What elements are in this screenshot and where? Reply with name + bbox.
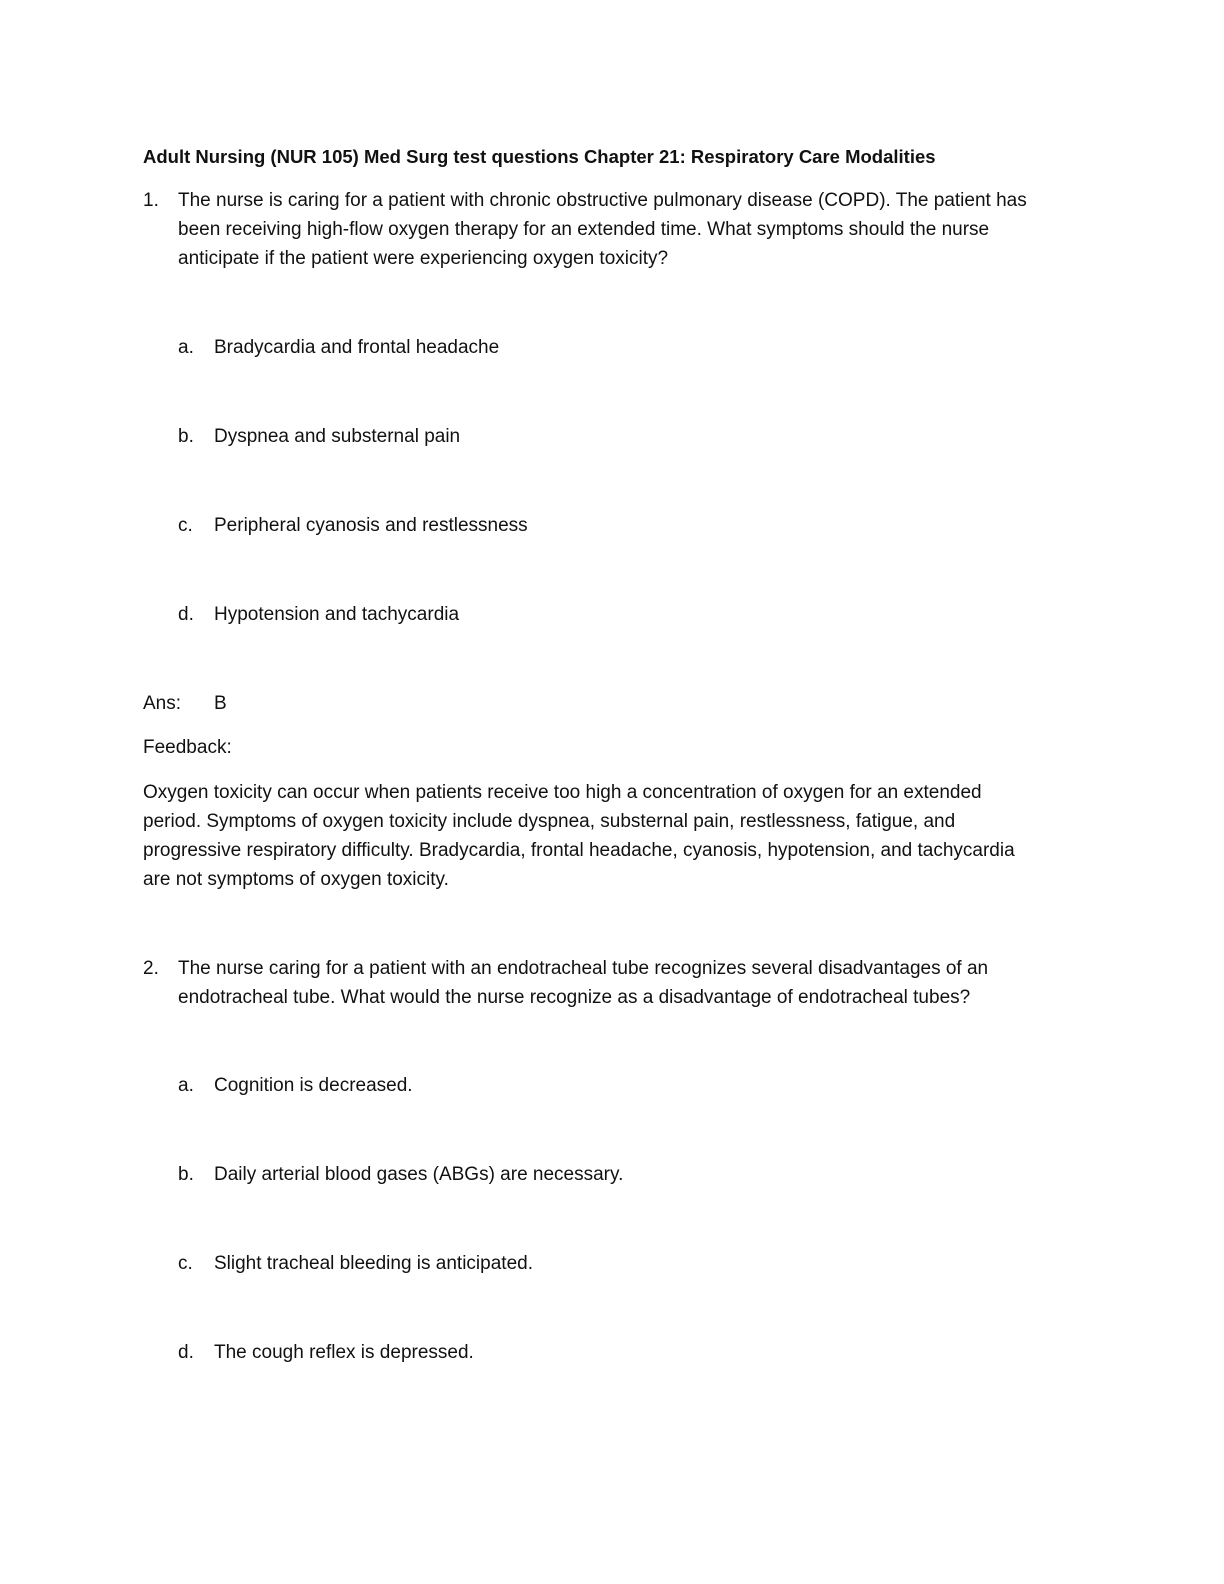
option-text: Hypotension and tachycardia [214, 604, 460, 625]
question-stem-line: The nurse caring for a patient with an endotracheal tube recognizes several disadvantages of an [178, 958, 989, 979]
option-letter: d. [178, 1342, 194, 1363]
feedback-line: period. Symptoms of oxygen toxicity include dyspnea, substernal pain, restlessness, fatigue, and [143, 811, 956, 832]
option-letter: c. [178, 515, 193, 536]
option-text: Peripheral cyanosis and restlessness [214, 515, 528, 536]
option-text: Dyspnea and substernal pain [214, 426, 461, 447]
option-text: The cough reflex is depressed. [214, 1342, 474, 1363]
option-letter: b. [178, 1164, 194, 1185]
answer-value: B [214, 693, 227, 714]
feedback-line: progressive respiratory difficulty. Bradycardia, frontal headache, cyanosis, hypotension, and tachycardia [143, 840, 1015, 861]
option-text: Daily arterial blood gases (ABGs) are necessary. [214, 1164, 624, 1185]
feedback-line: Oxygen toxicity can occur when patients receive too high a concentration of oxygen for an extended [143, 782, 982, 803]
option-text: Cognition is decreased. [214, 1075, 413, 1096]
question-number: 2. [143, 958, 159, 979]
question-stem-line: endotracheal tube. What would the nurse recognize as a disadvantage of endotracheal tubes? [178, 987, 971, 1008]
question-stem-line: been receiving high-flow oxygen therapy for an extended time. What symptoms should the nurse [178, 219, 990, 240]
option-letter: a. [178, 337, 194, 358]
feedback-line: are not symptoms of oxygen toxicity. [143, 869, 449, 890]
answer-label: Ans: [143, 693, 182, 714]
option-letter: c. [178, 1253, 193, 1274]
feedback-label: Feedback: [143, 737, 232, 758]
option-text: Bradycardia and frontal headache [214, 337, 500, 358]
option-text: Slight tracheal bleeding is anticipated. [214, 1253, 533, 1274]
question-stem-line: anticipate if the patient were experiencing oxygen toxicity? [178, 248, 669, 269]
question-number: 1. [143, 190, 159, 211]
question-stem-line: The nurse is caring for a patient with chronic obstructive pulmonary disease (COPD). The patient has [178, 190, 1027, 211]
option-letter: d. [178, 604, 194, 625]
option-letter: b. [178, 426, 194, 447]
document-title: Adult Nursing (NUR 105) Med Surg test questions Chapter 21: Respiratory Care Modalities [143, 146, 936, 167]
option-letter: a. [178, 1075, 194, 1096]
